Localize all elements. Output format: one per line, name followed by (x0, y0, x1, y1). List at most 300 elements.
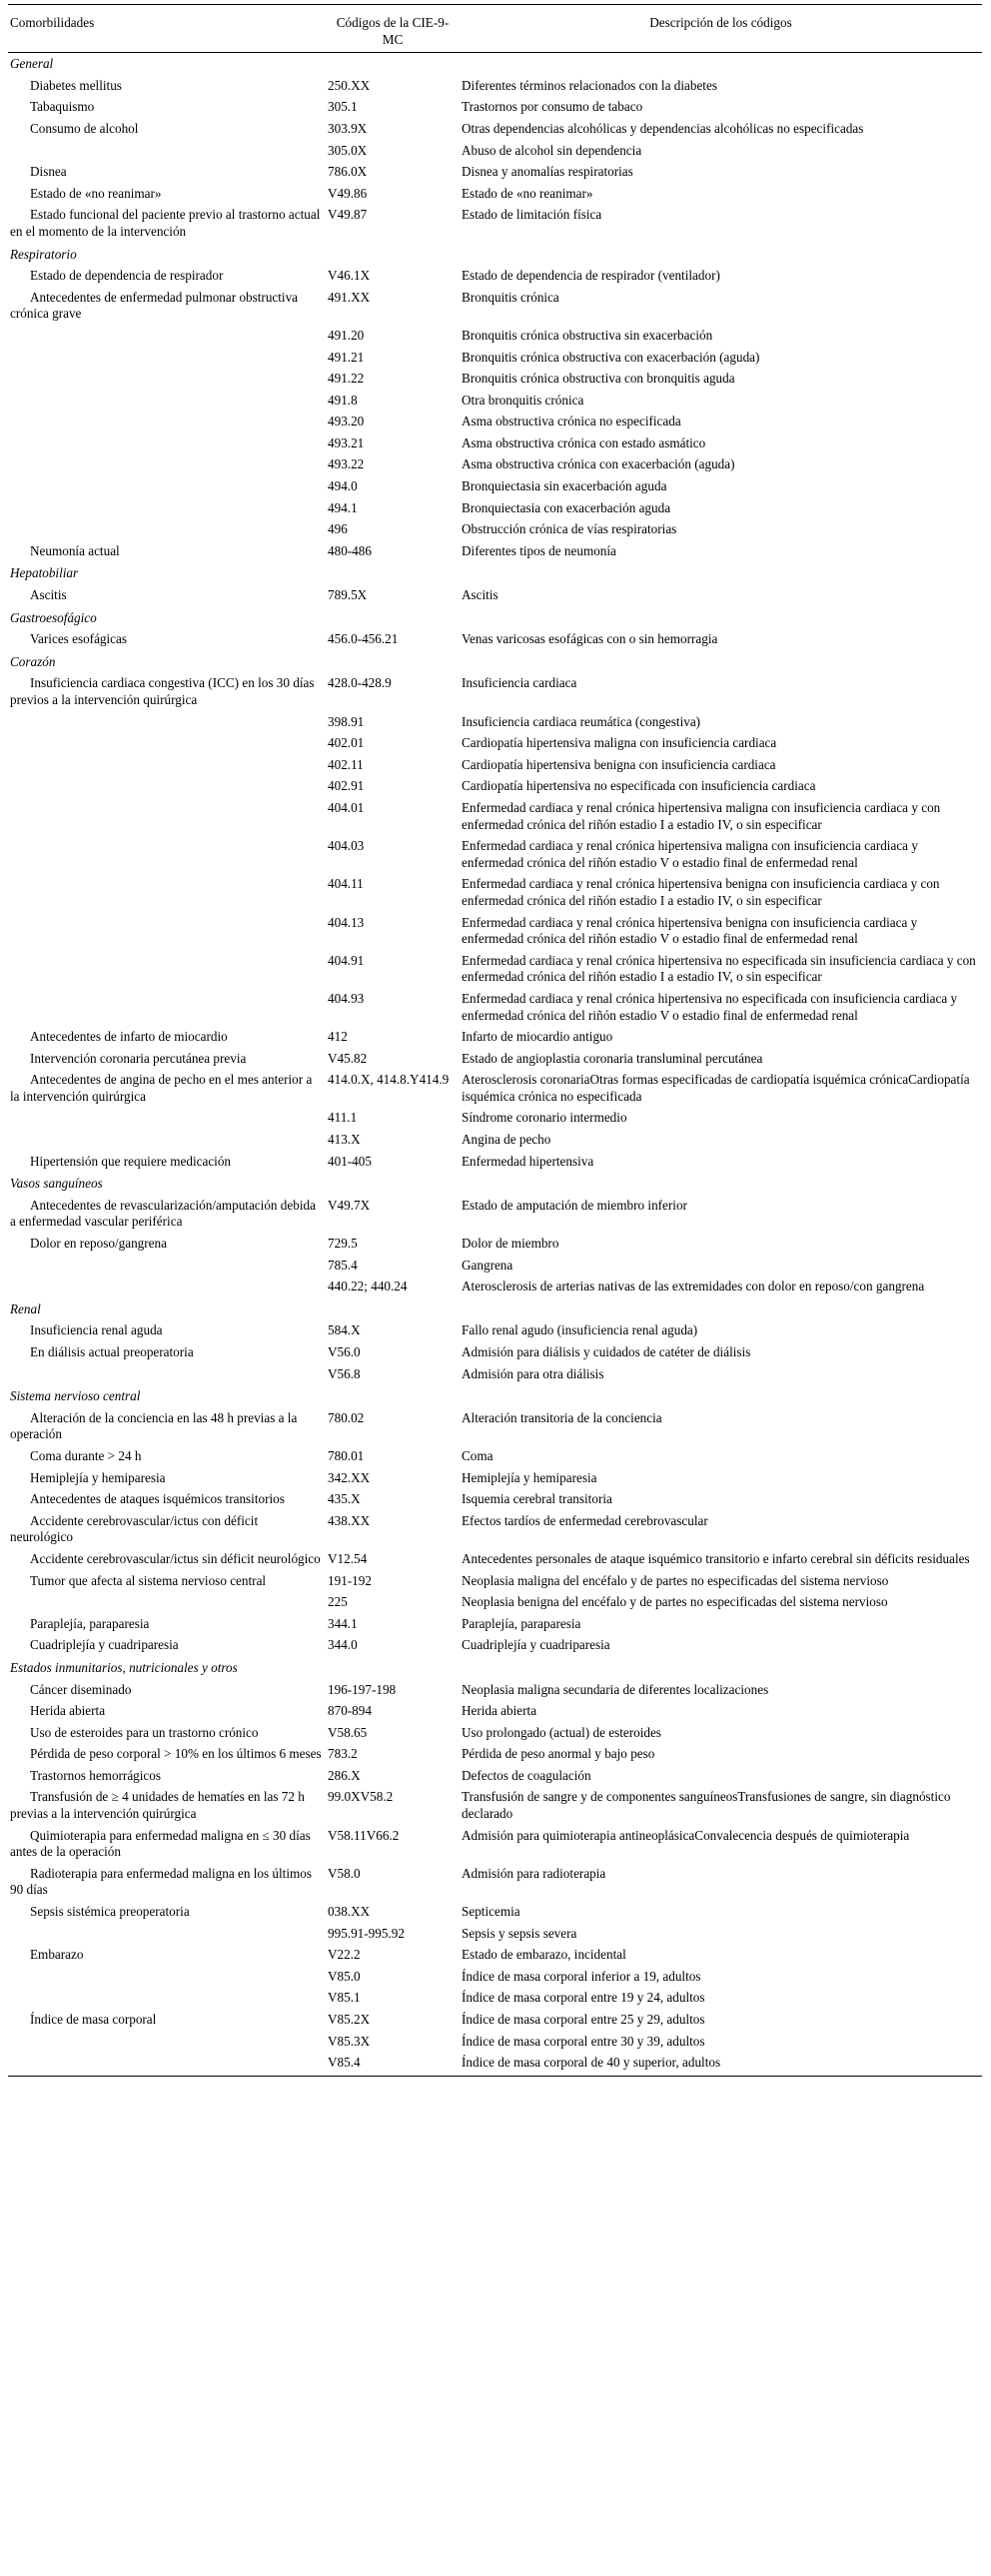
table-row (8, 1152, 982, 1174)
comorbidity-cell (8, 1196, 326, 1234)
icd9-code-cell: 428.0-428.9 (328, 675, 392, 691)
comorbidity-label: Trastornos hemorrágicos (30, 1767, 162, 1783)
comorbidity-label: Transfusión de ≥ 4 unidades de hematíes en las 72 h previas a la intervención quirúrgica (10, 1789, 305, 1822)
table-row (8, 119, 982, 141)
code-description-cell: Admisión para diálisis y cuidados de catéter de diálisis (462, 1344, 751, 1359)
icd9-code-cell: 404.11 (328, 876, 364, 892)
code-description-cell: Estado de dependencia de respirador (ventilador) (462, 268, 720, 284)
table-row (8, 2053, 982, 2076)
table-row (8, 1680, 982, 1702)
table-row (8, 733, 982, 755)
comorbidity-cell (8, 1744, 326, 1766)
comorbidity-cell (8, 541, 326, 563)
comorbidity-label: Sepsis sistémica preoperatoria (30, 1904, 190, 1920)
comorbidity-cell (8, 733, 326, 755)
comorbidity-cell (8, 1049, 326, 1071)
table-row (8, 1549, 982, 1571)
comorbidity-cell (8, 412, 326, 433)
comorbidity-label: Estado de «no reanimar» (30, 185, 162, 201)
code-description-cell: Septicemia (462, 1904, 520, 1920)
icd9-code-cell: 780.02 (328, 1409, 365, 1425)
code-description-cell: Neoplasia maligna secundaria de diferentes localizaciones (462, 1681, 769, 1697)
comorbidity-cell (8, 629, 326, 651)
icd9-code-cell: 402.91 (328, 778, 365, 794)
icd9-code-cell: 99.0XV58.2 (328, 1789, 394, 1805)
comorbidity-cell (8, 348, 326, 370)
comorbidity-cell (8, 1342, 326, 1364)
icd9-code-cell: V85.4 (328, 2055, 361, 2071)
code-description-cell: Sepsis y sepsis severa (462, 1925, 577, 1941)
comorbidity-cell (8, 1864, 326, 1902)
icd9-code-cell: 404.03 (328, 838, 365, 854)
comorbidity-label: Varices esofágicas (30, 631, 128, 647)
comorbidity-cell (8, 951, 326, 989)
icd9-code-cell: 404.91 (328, 952, 365, 968)
comorbidity-cell (8, 1364, 326, 1386)
table-row (8, 476, 982, 498)
comorbidity-label: Antecedentes de revascularización/amputación debida a enfermedad vascular periférica (10, 1197, 316, 1230)
table-row (8, 1364, 982, 1386)
section-header-row (8, 651, 982, 674)
header-description: Descripción de los códigos (460, 5, 982, 53)
comorbidity-cell (8, 1614, 326, 1636)
code-description-cell: Abuso de alcohol sin dependencia (462, 142, 642, 158)
icd9-code-cell: 342.XX (328, 1469, 371, 1485)
code-description-cell: Estado de amputación de miembro inferior (462, 1197, 687, 1213)
icd9-code-cell: 493.22 (328, 456, 365, 472)
comorbidity-label: Embarazo (30, 1947, 84, 1963)
comorbidity-label: Radioterapia para enfermedad maligna en los últimos 90 días (10, 1865, 312, 1898)
comorbidity-cell (8, 1701, 326, 1723)
code-description-cell: Herida abierta (462, 1703, 537, 1719)
table-row (8, 913, 982, 951)
icd9-code-cell: 286.X (328, 1767, 361, 1783)
comorbidity-cell (8, 454, 326, 476)
icd9-code-cell: 303.9X (328, 120, 368, 136)
icd9-code-cell: V12.54 (328, 1550, 368, 1566)
code-description-cell: Isquemia cerebral transitoria (462, 1491, 612, 1507)
comorbidity-label: Estado de dependencia de respirador (30, 268, 224, 284)
comorbidity-label: Diabetes mellitus (30, 77, 122, 93)
section-title: Gastroesofágico (10, 609, 97, 625)
comorbidity-label: Ascitis (30, 587, 67, 603)
icd9-code-cell: 870-894 (328, 1703, 372, 1719)
comorbidity-label: Accidente cerebrovascular/ictus sin déficit neurológico (30, 1550, 321, 1566)
table-row (8, 1864, 982, 1902)
code-description-cell: Alteración transitoria de la conciencia (462, 1409, 662, 1425)
table-row (8, 1256, 982, 1278)
comorbidity-cell (8, 712, 326, 734)
comorbidity-cell (8, 1468, 326, 1490)
icd9-code-cell: 344.1 (328, 1615, 358, 1631)
table-row (8, 1468, 982, 1490)
icd9-code-cell: 404.01 (328, 799, 365, 815)
code-description-cell: Hemiplejía y hemiparesia (462, 1469, 597, 1485)
code-description-cell: Neoplasia benigna del encéfalo y de partes no especificadas del sistema nervioso (462, 1594, 888, 1610)
table-row (8, 1571, 982, 1593)
code-description-cell: Diferentes tipos de neumonía (462, 542, 616, 558)
comorbidity-cell (8, 1924, 326, 1946)
comorbidity-cell (8, 1108, 326, 1130)
code-description-cell: Enfermedad cardiaca y renal crónica hipertensiva no especificada sin insuficiencia cardiaca y con enfermedad crónica del riñón estadio I a estadio IV, o sin especificar (462, 952, 976, 985)
icd9-code-cell: V22.2 (328, 1947, 361, 1963)
icd9-code-cell: V49.7X (328, 1197, 371, 1213)
comorbidity-cell (8, 1320, 326, 1342)
table-row (8, 1614, 982, 1636)
icd9-code-cell: 494.1 (328, 499, 358, 515)
icd9-code-cell: V45.82 (328, 1050, 368, 1066)
table-row (8, 519, 982, 541)
icd9-code-cell: 493.21 (328, 434, 365, 450)
code-description-cell: Disnea y anomalías respiratorias (462, 164, 633, 180)
table-row (8, 141, 982, 163)
comorbidity-cell (8, 755, 326, 777)
table-row (8, 1049, 982, 1071)
table-row (8, 989, 982, 1027)
code-description-cell: Admisión para otra diálisis (462, 1365, 604, 1381)
code-description-cell: Estado de «no reanimar» (462, 185, 593, 201)
code-description-cell: Insuficiencia cardiaca reumática (congestiva) (462, 713, 701, 729)
icd9-code-cell: V58.0 (328, 1865, 361, 1881)
table-row (8, 1108, 982, 1130)
code-description-cell: Otra bronquitis crónica (462, 392, 584, 408)
comorbidity-label: Alteración de la conciencia en las 48 h previas a la operación (10, 1409, 298, 1442)
section-header-row (8, 1385, 982, 1408)
icd9-code-cell: 250.XX (328, 77, 371, 93)
comorbidity-cell (8, 519, 326, 541)
table-row (8, 326, 982, 348)
code-description-cell: Cardiopatía hipertensiva benigna con insuficiencia cardiaca (462, 756, 776, 772)
icd9-code-cell: 494.0 (328, 478, 358, 494)
code-description-cell: Cardiopatía hipertensiva no especificada con insuficiencia cardiaca (462, 778, 816, 794)
table-row (8, 1945, 982, 1967)
icd9-code-cell: 191-192 (328, 1572, 372, 1588)
code-description-cell: Angina de pecho (462, 1132, 551, 1148)
comorbidity-label: Accidente cerebrovascular/ictus con déficit neurológico (10, 1512, 259, 1545)
table-row (8, 1342, 982, 1364)
icd9-code-cell: V58.11V66.2 (328, 1827, 400, 1843)
comorbidity-cell (8, 1256, 326, 1278)
icd9-code-cell: 491.20 (328, 327, 365, 343)
section-header-row (8, 53, 982, 76)
icd9-code-cell: 491.21 (328, 349, 365, 365)
comorbidity-cell (8, 1277, 326, 1298)
code-description-cell: Enfermedad cardiaca y renal crónica hipertensiva maligna con insuficiencia cardiaca y con enfermedad crónica del riñón estadio I a estadio IV, o sin especificar (462, 799, 941, 832)
code-description-cell: Aterosclerosis de arterias nativas de las extremidades con dolor en reposo/con gangrena (462, 1279, 925, 1294)
code-description-cell: Síndrome coronario intermedio (462, 1110, 627, 1126)
table-row (8, 1967, 982, 1989)
comorbidity-label: Antecedentes de infarto de miocardio (30, 1029, 228, 1045)
table-row (8, 1701, 982, 1723)
section-header-row (8, 1298, 982, 1321)
comorbidity-label: Cáncer diseminado (30, 1681, 132, 1697)
code-description-cell: Cardiopatía hipertensiva maligna con insuficiencia cardiaca (462, 735, 777, 751)
comorbidity-cell (8, 1152, 326, 1174)
code-description-cell: Enfermedad cardiaca y renal crónica hipertensiva no especificada con insuficiencia cardiaca y enfermedad crónica del riñón estadio V o estadio final de enfermedad renal (462, 990, 958, 1023)
comorbidity-cell (8, 1489, 326, 1511)
icd9-code-cell: V85.3X (328, 2033, 371, 2049)
comorbidity-label: Antecedentes de enfermedad pulmonar obstructiva crónica grave (10, 289, 299, 322)
comorbidity-label: Hemiplejía y hemiparesia (30, 1469, 166, 1485)
table-row (8, 391, 982, 413)
comorbidity-label: Dolor en reposo/gangrena (30, 1236, 167, 1252)
comorbidity-cell (8, 1766, 326, 1788)
table-row (8, 1635, 982, 1657)
comorbidity-cell (8, 119, 326, 141)
icd9-code-cell: 402.01 (328, 735, 365, 751)
comorbidity-cell (8, 776, 326, 798)
section-title: Renal (10, 1300, 41, 1316)
header-codes: Códigos de la CIE-9-MC (326, 5, 460, 53)
comorbidity-cell (8, 1446, 326, 1468)
table-row (8, 1902, 982, 1924)
icd9-code-cell: V49.87 (328, 207, 368, 223)
table-row (8, 1408, 982, 1446)
comorbidity-cell (8, 498, 326, 520)
table-row (8, 348, 982, 370)
icd9-code-cell: 404.13 (328, 914, 365, 930)
table-row (8, 712, 982, 734)
code-description-cell: Índice de masa corporal entre 30 y 39, adultos (462, 2033, 705, 2049)
icd9-code-cell: V56.0 (328, 1344, 361, 1359)
comorbidity-cell (8, 1408, 326, 1446)
icd9-code-cell: 491.22 (328, 371, 365, 387)
icd9-code-cell: 398.91 (328, 713, 365, 729)
table-row (8, 1787, 982, 1825)
comorbidity-label: Tabaquismo (30, 99, 95, 115)
table-row (8, 1070, 982, 1108)
code-description-cell: Estado de angioplastia coronaria transluminal percutánea (462, 1050, 763, 1066)
code-description-cell: Obstrucción crónica de vías respiratorias (462, 521, 677, 537)
comorbidity-cell (8, 1571, 326, 1593)
icd9-code-cell: 411.1 (328, 1110, 358, 1126)
code-description-cell: Gangrena (462, 1257, 513, 1273)
code-description-cell: Neoplasia maligna del encéfalo y de partes no especificadas del sistema nervioso (462, 1572, 889, 1588)
table-row (8, 951, 982, 989)
icd9-code-cell: 414.0.X, 414.8.Y414.9 (328, 1072, 450, 1088)
icd9-code-cell: V58.65 (328, 1724, 368, 1740)
table-row (8, 1320, 982, 1342)
code-description-cell: Otras dependencias alcohólicas y dependencias alcohólicas no especificadas (462, 120, 864, 136)
code-description-cell: Pérdida de peso anormal y bajo peso (462, 1746, 655, 1762)
code-description-cell: Índice de masa corporal inferior a 19, adultos (462, 1968, 701, 1984)
comorbidity-cell (8, 326, 326, 348)
code-description-cell: Admisión para radioterapia (462, 1865, 606, 1881)
code-description-cell: Transfusión de sangre y de componentes sanguíneosTransfusiones de sangre, sin diagnóstico declarado (462, 1789, 951, 1822)
icd9-code-cell: V85.0 (328, 1968, 361, 1984)
table-row (8, 205, 982, 243)
icd9-code-cell: 402.11 (328, 756, 364, 772)
comorbidity-cell (8, 1680, 326, 1702)
table-row (8, 2010, 982, 2032)
table-row (8, 1234, 982, 1256)
comorbidity-cell (8, 97, 326, 119)
code-description-cell: Bronquitis crónica obstructiva con bronquitis aguda (462, 371, 735, 387)
section-title: Hepatobiliar (10, 565, 79, 581)
comorbidity-cell (8, 1130, 326, 1152)
table-row (8, 369, 982, 391)
code-description-cell: Bronquitis crónica obstructiva sin exacerbación (462, 327, 713, 343)
comorbidity-cell (8, 1070, 326, 1108)
comorbidity-label: Cuadriplejía y cuadriparesia (30, 1637, 179, 1653)
comorbidity-label: Insuficiencia renal aguda (30, 1322, 163, 1338)
comorbidity-cell (8, 76, 326, 98)
code-description-cell: Índice de masa corporal entre 25 y 29, adultos (462, 2012, 705, 2027)
table-row (8, 97, 982, 119)
table-row (8, 1723, 982, 1745)
icd9-code-cell: V85.1 (328, 1990, 361, 2006)
code-description-cell: Cuadriplejía y cuadriparesia (462, 1637, 610, 1653)
code-description-cell: Estado de limitación física (462, 207, 602, 223)
code-description-cell: Bronquiectasia sin exacerbación aguda (462, 478, 667, 494)
icd9-code-cell: 305.0X (328, 142, 368, 158)
icd9-code-cell: 491.XX (328, 289, 371, 305)
section-title: Estados inmunitarios, nutricionales y otros (10, 1659, 238, 1675)
code-description-cell: Enfermedad cardiaca y renal crónica hipertensiva benigna con insuficiencia cardiaca y con enfermedad crónica del riñón estadio I a estadio IV, o sin especificar (462, 876, 940, 908)
code-description-cell: Antecedentes personales de ataque isquémico transitorio e infarto cerebral sin déficits residuales (462, 1550, 970, 1566)
table-row (8, 1277, 982, 1298)
comorbidity-cell (8, 2053, 326, 2076)
comorbidity-cell (8, 2032, 326, 2054)
table-row (8, 433, 982, 455)
comorbidity-cell (8, 391, 326, 413)
table-row (8, 755, 982, 777)
section-title: Sistema nervioso central (10, 1388, 141, 1404)
code-description-cell: Aterosclerosis coronariaOtras formas especificadas de cardiopatía isquémica crónicaCardiopatía isquémica crónica no especificada (462, 1072, 970, 1104)
section-title: Respiratorio (10, 246, 77, 262)
table-row (8, 76, 982, 98)
section-header-row (8, 1173, 982, 1196)
icd9-code-cell: 305.1 (328, 99, 358, 115)
code-description-cell: Bronquiectasia con exacerbación aguda (462, 499, 671, 515)
table-row (8, 266, 982, 288)
comorbidity-cell (8, 2010, 326, 2032)
comorbidity-label: Herida abierta (30, 1703, 106, 1719)
comorbidity-cell (8, 1967, 326, 1989)
comorbidity-cell (8, 1723, 326, 1745)
table-row (8, 585, 982, 607)
code-description-cell: Índice de masa corporal de 40 y superior, adultos (462, 2055, 721, 2071)
code-description-cell: Paraplejía, paraparesia (462, 1615, 581, 1631)
code-description-cell: Índice de masa corporal entre 19 y 24, adultos (462, 1990, 705, 2006)
icd9-code-cell: 438.XX (328, 1512, 371, 1528)
comorbidity-label: Disnea (30, 164, 67, 180)
comorbidity-cell (8, 1988, 326, 2010)
code-description-cell: Trastornos por consumo de tabaco (462, 99, 643, 115)
icd9-code-cell: 785.4 (328, 1257, 358, 1273)
icd9-code-cell: 729.5 (328, 1236, 358, 1252)
table-row (8, 1489, 982, 1511)
table-row (8, 1924, 982, 1946)
code-description-cell: Enfermedad cardiaca y renal crónica hipertensiva benigna con insuficiencia cardiaca y enfermedad crónica del riñón estadio V o estadio final de enfermedad renal (462, 914, 918, 947)
table-row (8, 776, 982, 798)
table-row (8, 836, 982, 874)
code-description-cell: Asma obstructiva crónica no especificada (462, 414, 681, 429)
comorbidity-cell (8, 1945, 326, 1967)
comorbidity-label: Insuficiencia cardiaca congestiva (ICC) en los 30 días previos a la intervención quirúrgica (10, 675, 315, 707)
icd9-code-cell: V46.1X (328, 268, 371, 284)
icd9-code-cell: 225 (328, 1594, 348, 1610)
comorbidity-cell (8, 874, 326, 912)
table-row (8, 1826, 982, 1864)
comorbidity-label: Neumonía actual (30, 542, 120, 558)
icd9-code-cell: 038.XX (328, 1904, 371, 1920)
table-row (8, 184, 982, 206)
code-description-cell: Enfermedad hipertensiva (462, 1153, 594, 1169)
comorbidity-cell (8, 205, 326, 243)
code-description-cell: Coma (462, 1447, 494, 1463)
icd9-code-cell: 344.0 (328, 1637, 358, 1653)
comorbidity-label: Paraplejía, paraparesia (30, 1615, 150, 1631)
comorbidity-label: Índice de masa corporal (30, 2012, 157, 2027)
comorbidity-cell (8, 1902, 326, 1924)
comorbidity-cell (8, 1826, 326, 1864)
comorbidity-cell (8, 913, 326, 951)
section-header-row (8, 607, 982, 630)
code-description-cell: Fallo renal agudo (insuficiencia renal aguda) (462, 1322, 698, 1338)
section-title: Corazón (10, 653, 56, 669)
table-row (8, 874, 982, 912)
table-body (8, 53, 982, 2077)
comorbidity-cell (8, 1234, 326, 1256)
icd9-code-cell: 196-197-198 (328, 1681, 397, 1697)
comorbidity-label: Hipertensión que requiere medicación (30, 1153, 232, 1169)
comorbidity-cell (8, 1511, 326, 1549)
icd9-code-cell: 496 (328, 521, 348, 537)
comorbidity-cell (8, 1787, 326, 1825)
icd9-code-cell: V85.2X (328, 2012, 371, 2027)
code-description-cell: Efectos tardíos de enfermedad cerebrovascular (462, 1512, 708, 1528)
table-row (8, 1027, 982, 1049)
section-title: General (10, 56, 54, 72)
comorbidity-cell (8, 836, 326, 874)
comorbidity-cell (8, 673, 326, 711)
table-row (8, 1988, 982, 2010)
code-description-cell: Defectos de coagulación (462, 1767, 591, 1783)
code-description-cell: Dolor de miembro (462, 1236, 559, 1252)
table-row (8, 1446, 982, 1468)
comorbidity-cell (8, 1549, 326, 1571)
comorbidity-label: Quimioterapia para enfermedad maligna en ≤ 30 días antes de la operación (10, 1827, 311, 1860)
section-header-row (8, 244, 982, 267)
comorbidity-cell (8, 288, 326, 326)
table-row (8, 629, 982, 651)
comorbidity-cell (8, 369, 326, 391)
comorbidity-cell (8, 476, 326, 498)
table-row (8, 798, 982, 836)
code-description-cell: Bronquitis crónica (462, 289, 559, 305)
table-row (8, 1511, 982, 1549)
comorbidity-cell (8, 141, 326, 163)
section-title: Vasos sanguíneos (10, 1176, 103, 1192)
comorbidity-cell (8, 1635, 326, 1657)
code-description-cell: Bronquitis crónica obstructiva con exacerbación (aguda) (462, 349, 760, 365)
code-description-cell: Ascitis (462, 587, 498, 603)
comorbidity-cell (8, 585, 326, 607)
comorbidity-cell (8, 184, 326, 206)
icd9-code-cell: 412 (328, 1029, 348, 1045)
header-comorbidities: Comorbilidades (8, 5, 326, 53)
icd9-code-cell: 404.93 (328, 990, 365, 1006)
comorbidity-label: Coma durante > 24 h (30, 1447, 142, 1463)
table-row (8, 288, 982, 326)
comorbidity-label: Consumo de alcohol (30, 120, 139, 136)
comorbidity-cell (8, 1592, 326, 1614)
icd9-code-cell: 995.91-995.92 (328, 1925, 405, 1941)
comorbidity-cell (8, 266, 326, 288)
icd9-code-cell: 786.0X (328, 164, 368, 180)
comorbidity-label: Uso de esteroides para un trastorno crónico (30, 1724, 259, 1740)
